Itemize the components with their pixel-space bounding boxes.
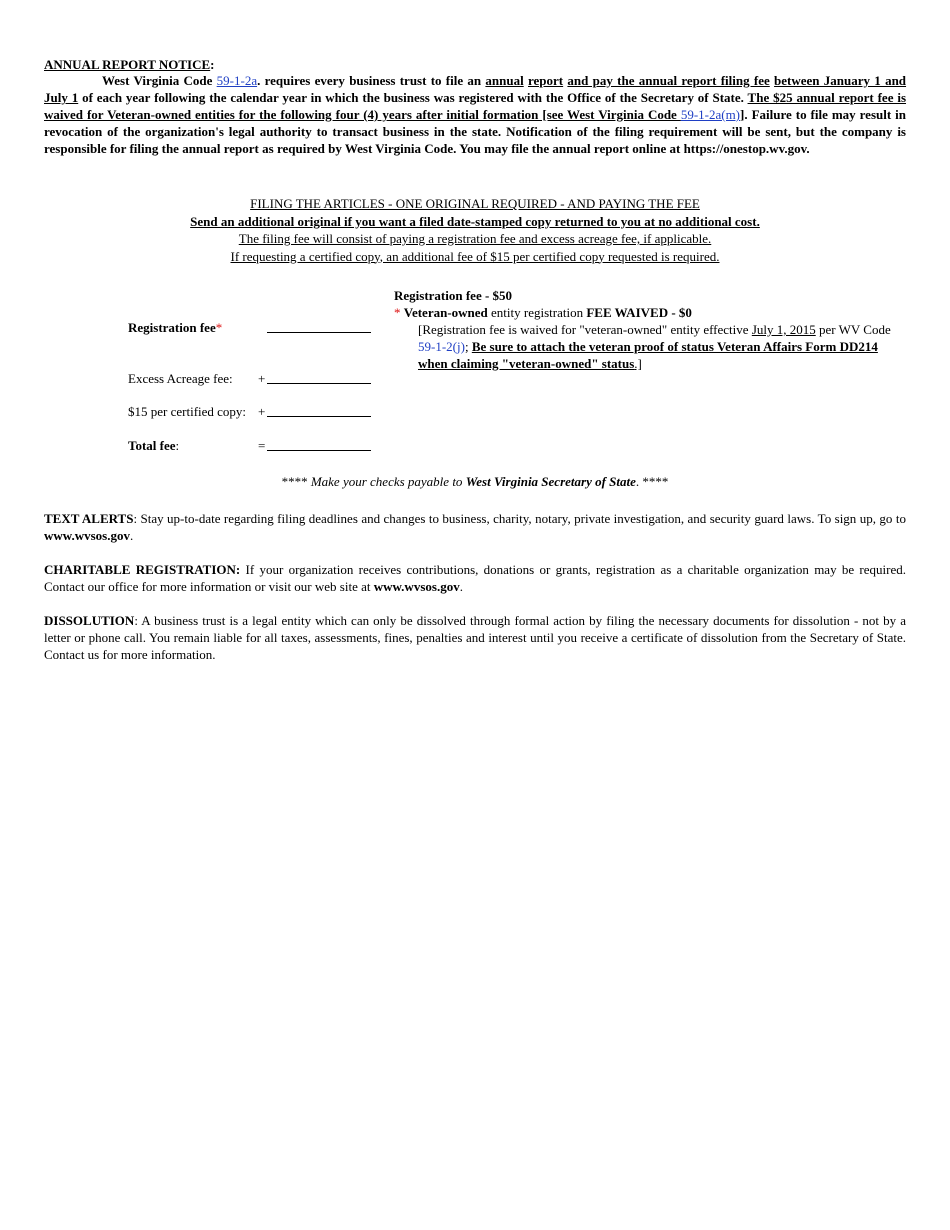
arn-waived: The $25 annual report fee is waived for Veteran-owned entities for the following four (4) years after initial formation [see West Virginia Code [44, 90, 907, 122]
payee: West Virginia Secretary of State [465, 474, 636, 489]
arn-intro: West Virginia Code [102, 73, 217, 88]
dd214-instruction: Be sure to attach the veteran proof of status Veteran Affairs Form DD214 when claiming "veteran-owned" status [418, 339, 878, 371]
code-link-59-1-2j[interactable]: 59-1-2(j) [418, 339, 465, 354]
code-link-59-1-2am[interactable]: 59-1-2a(m) [680, 107, 741, 122]
excess-acreage-row [128, 371, 388, 388]
filing-heading: FILING THE ARTICLES - ONE ORIGINAL REQUIRED - AND PAYING THE FEE [250, 196, 700, 211]
wvsos-site: www.wvsos.gov [373, 579, 460, 594]
certified-copy-row [128, 404, 388, 421]
plus-sign: + [258, 404, 266, 419]
arn-text-2: of each year following the calendar year in which the business was registered with the Office of the Secretary of State. [78, 90, 748, 105]
annual-report-heading [44, 57, 215, 73]
fee-consist-note: The filing fee will consist of paying a registration fee and excess acreage fee, if applicable. [238, 231, 712, 246]
annual-report-title: ANNUAL REPORT NOTICE [44, 57, 211, 72]
fee-worksheet [128, 320, 388, 455]
certified-copy-note: If requesting a certified copy, an additional fee of $15 per certified copy requested is required. [230, 248, 720, 264]
wvsos-site: www.wvsos.gov [44, 528, 130, 543]
charitable-paragraph: CHARITABLE REGISTRATION: If your organization receives contributions, donations or grants, registration as a charitable organization may be required. Contact our office for more information or visit our web site at www.wvsos.gov. [44, 562, 906, 594]
annual-report-colon: : [210, 57, 215, 72]
total-fee-input[interactable] [267, 450, 371, 451]
arn-pay: and pay the annual report filing fee [567, 73, 770, 88]
total-fee-label: Total fee: [128, 438, 180, 453]
total-fee-row [128, 438, 388, 455]
excess-acreage-label: Excess Acreage fee: [128, 371, 233, 386]
send-original-note: Send an additional original if you want a filed date-stamped copy returned to you at no additional cost. [190, 213, 760, 229]
text-alerts-label: TEXT ALERTS [44, 511, 134, 526]
arn-report: report [528, 73, 564, 88]
charitable-label: CHARITABLE REGISTRATION: [44, 562, 241, 577]
required-asterisk: * [394, 305, 404, 320]
required-asterisk: * [215, 320, 223, 335]
certified-copy-label: $15 per certified copy: [128, 404, 247, 419]
registration-fee-row [128, 320, 388, 337]
registration-fee-input[interactable] [267, 332, 371, 333]
plus-sign: + [258, 371, 266, 386]
excess-acreage-input[interactable] [267, 383, 371, 384]
arn-text-3: . Failure to file may result in revocation of the organization's legal authority to transact business in the state. Notification of the filing requirement will be sent, but the company is responsible for filing the annual report as required by West Virginia Code. You may file the annual report online at https://onestop.wv.gov. [44, 107, 907, 156]
arn-text-1: . requires every business trust to file an [257, 73, 486, 88]
filing-section [44, 195, 906, 265]
veteran-owned-info: * Veteran-owned entity registration FEE WAIVED - $0 [394, 305, 692, 320]
dissolution-paragraph: DISSOLUTION: A business trust is a legal entity which can only be dissolved through formal action by filing the necessary documents for dissolution - not by a letter or phone call. You remain liable for all taxes, assessments, fines, penalties and interest until you receive a certificate of dissolution from the Secretary of State. Contact us for more information. [44, 613, 906, 662]
arn-between: between January 1 and July 1 [44, 73, 907, 105]
code-link-59-1-2a[interactable]: 59-1-2a [216, 73, 258, 88]
registration-fee-info: Registration fee - $50 [394, 288, 513, 303]
effective-date: July 1, 2015 [751, 322, 816, 337]
equals-sign: = [258, 438, 266, 453]
arn-annual: annual [485, 73, 524, 88]
dissolution-label: DISSOLUTION [44, 613, 135, 628]
certified-copy-input[interactable] [267, 416, 371, 417]
annual-report-paragraph [44, 72, 906, 157]
text-alerts-paragraph: TEXT ALERTS: Stay up-to-date regarding filing deadlines and changes to business, charity, notary, private investigation, and security guard laws. To sign up, go to www.wvsos.gov. [44, 511, 906, 543]
checks-payable-note: **** Make your checks payable to West Virginia Secretary of State. **** [281, 474, 669, 489]
registration-fee-label: Registration fee* [128, 320, 223, 335]
veteran-waiver-note: [Registration fee is waived for "veteran-owned" entity effective July 1, 2015 per WV Code 59-1-2(j); Be sure to attach the veteran proof of status Veteran Affairs Form DD214 when claiming "veteran-owned" status.] [418, 322, 891, 371]
arn-close-bracket: ] [740, 107, 745, 122]
fee-info [394, 287, 906, 372]
